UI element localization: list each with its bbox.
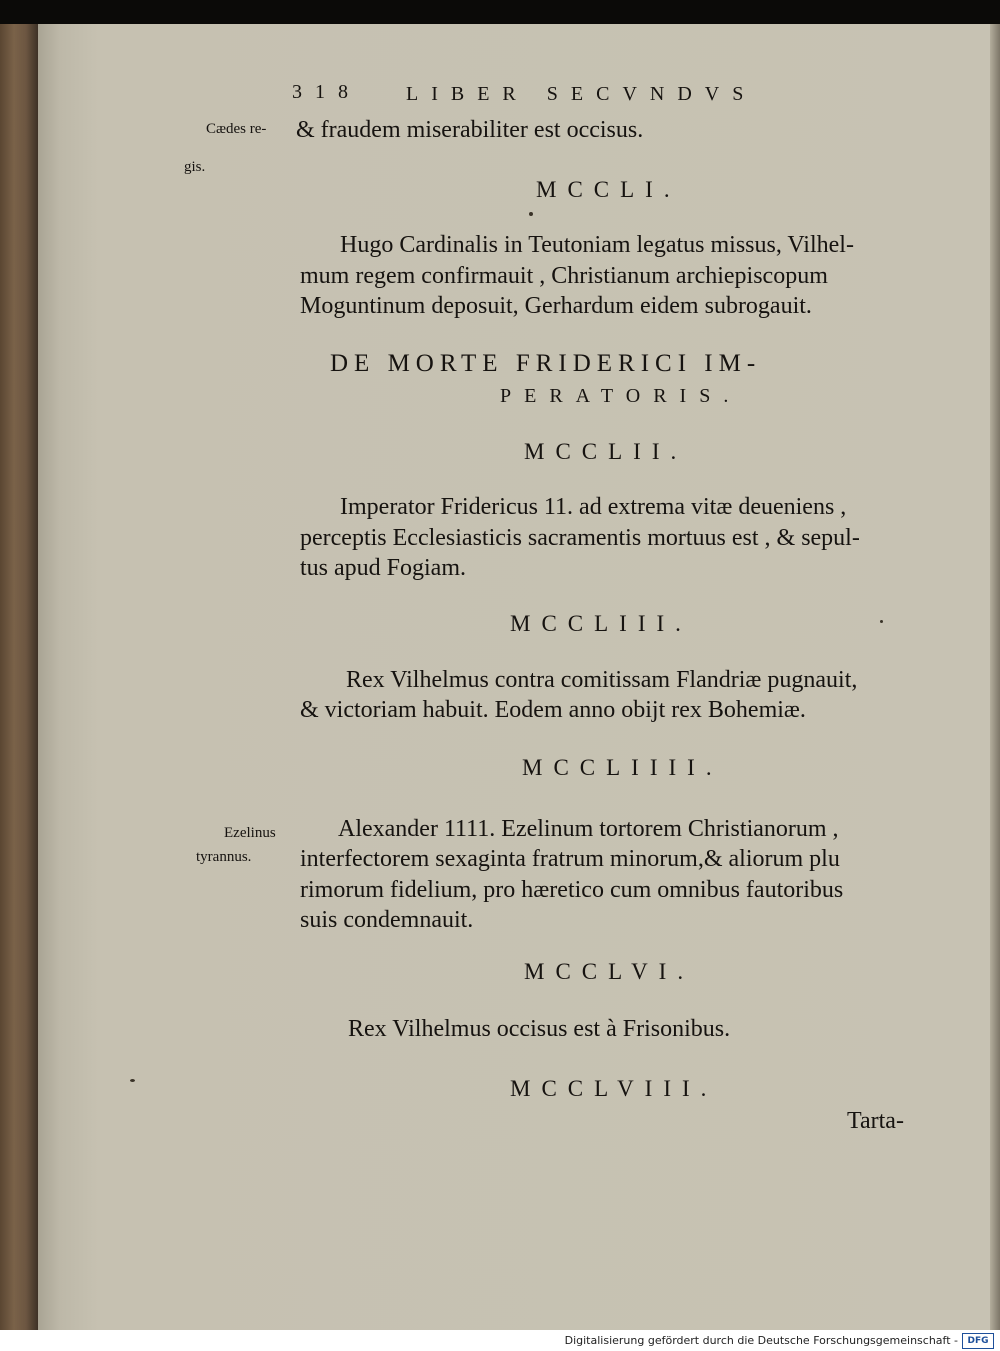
running-title: LIBER SECVNDVS [406, 83, 757, 105]
text-line: Rex Vilhelmus contra comitissam Flandriæ pugnauit, [346, 667, 858, 693]
year-heading-1253: MCCLIII. [510, 611, 692, 636]
margin-note-ezelinus-1: Ezelinus [224, 825, 276, 841]
text-line: Imperator Fridericus 11. ad extrema vitæ deueniens , [340, 494, 847, 520]
text-line: interfectorem sexaginta fratrum minorum,& aliorum plu [300, 846, 840, 872]
text-line: suis condemnauit. [300, 907, 474, 933]
text-line: tus apud Fogiam. [300, 555, 466, 581]
text-line: perceptis Ecclesiasticis sacramentis mortuus est , & sepul- [300, 525, 860, 551]
year-heading-1258: MCCLVIII. [510, 1076, 718, 1101]
ink-speck [880, 620, 883, 623]
text-line: & fraudem miserabiliter est occisus. [296, 117, 644, 143]
page-edge [990, 24, 1000, 1330]
margin-note-caedes-1: Cædes re- [206, 121, 267, 137]
text-line: Rex Vilhelmus occisus est à Frisonibus. [348, 1016, 731, 1042]
book-gutter [0, 24, 38, 1330]
text-line: & victoriam habuit. Eodem anno obijt rex Bohemiæ. [300, 697, 806, 723]
year-heading-1256: MCCLVI. [524, 959, 695, 984]
text-line: Moguntinum deposuit, Gerhardum eidem subrogauit. [300, 293, 812, 319]
ink-speck [130, 1079, 135, 1082]
margin-note-caedes-2: gis. [184, 159, 206, 175]
text-line: mum regem confirmauit , Christianum archiepiscopum [300, 263, 828, 289]
year-heading-1252: MCCLII. [524, 439, 688, 464]
footer-credit: Digitalisierung gefördert durch die Deutsche Forschungsgemeinschaft - [564, 1334, 958, 1347]
text-line: rimorum fidelium, pro hæretico cum omnibus fautoribus [300, 877, 844, 903]
year-heading-1254: MCCLIIII. [522, 755, 723, 780]
text-line: Hugo Cardinalis in Teutoniam legatus missus, Vilhel- [340, 232, 854, 258]
dfg-logo: DFG [962, 1333, 994, 1349]
ink-speck [529, 212, 533, 216]
catchword: Tarta- [847, 1108, 904, 1134]
margin-note-ezelinus-2: tyrannus. [196, 849, 252, 865]
section-title-line-1: DE MORTE FRIDERICI IM- [330, 350, 762, 377]
book-page [38, 24, 1000, 1330]
text-line: Alexander 1111. Ezelinum tortorem Christianorum , [338, 816, 839, 842]
page-number: 318 [292, 81, 361, 103]
year-heading-1251: MCCLI. [536, 177, 681, 202]
section-title-line-2: PERATORIS. [500, 385, 742, 407]
